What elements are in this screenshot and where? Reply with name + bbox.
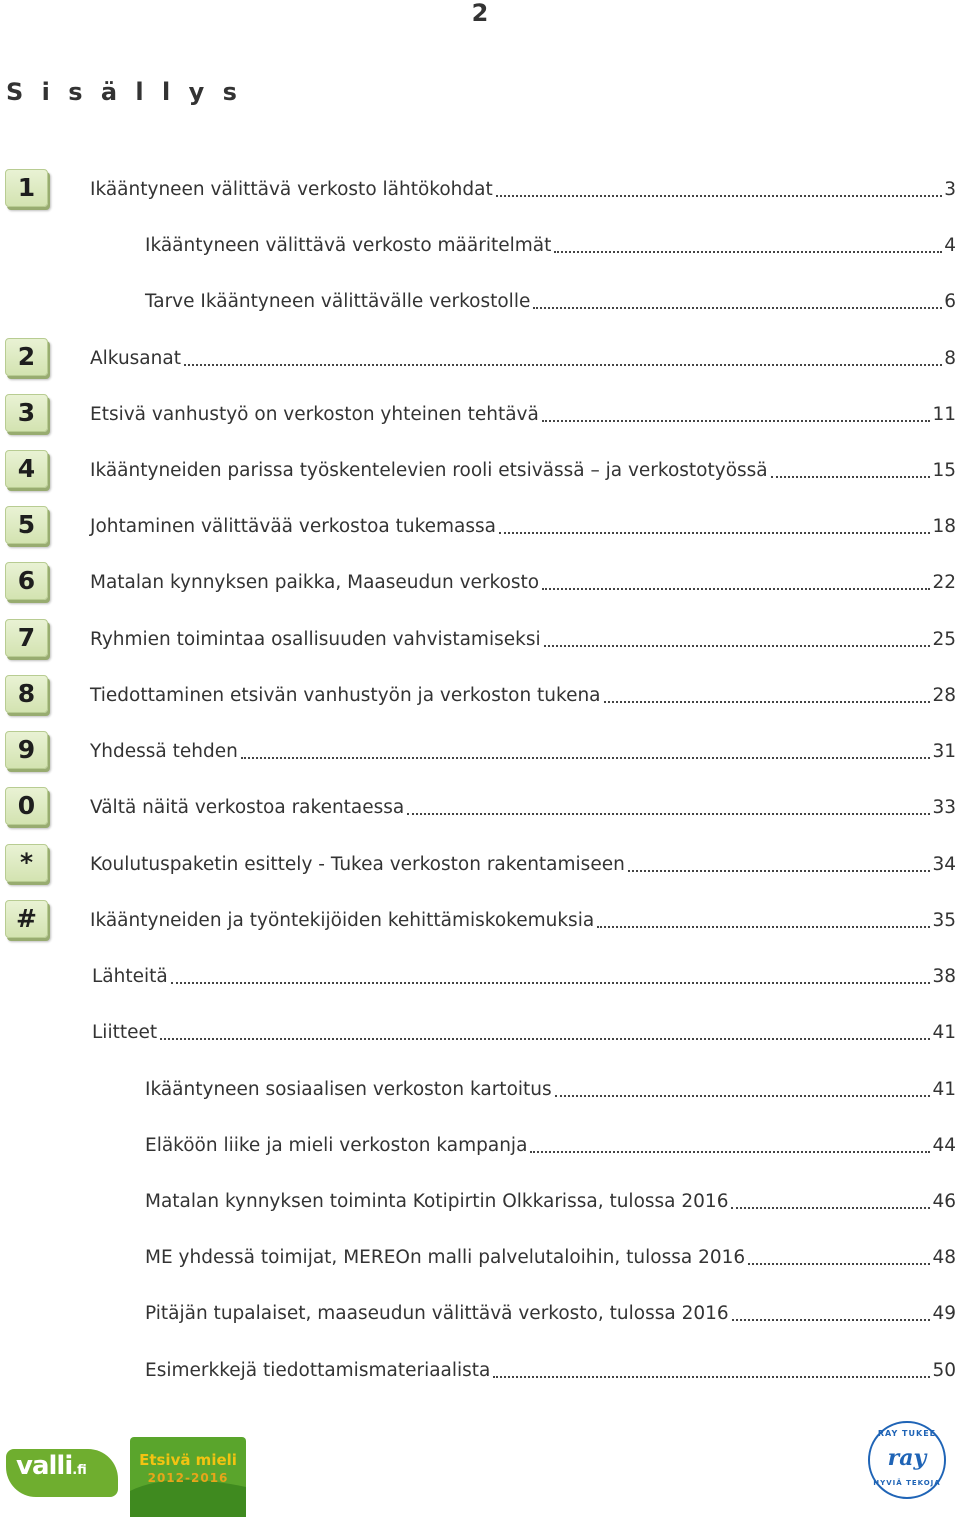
- toc-entry[interactable]: [0, 1352, 960, 1388]
- etsiva-mieli-logo: [130, 1431, 246, 1521]
- dot-leader: [530, 1151, 930, 1153]
- toc-entry[interactable]: [0, 1071, 960, 1107]
- toc-entry[interactable]: [0, 452, 960, 488]
- toc-entry-label: Ikääntyneiden ja työntekijöiden kehittämiskokemuksia: [90, 909, 595, 931]
- toc-entry-label: Etsivä vanhustyö on verkoston yhteinen tehtävä: [90, 403, 539, 425]
- toc-entry[interactable]: [0, 227, 960, 263]
- toc-entry[interactable]: [0, 1183, 960, 1219]
- toc-entry-label: ME yhdessä toimijat, MEREOn malli palvelutaloihin, tulossa 2016: [145, 1246, 746, 1268]
- dot-leader: [533, 307, 942, 309]
- toc-entry-label: Koulutuspaketin esittely - Tukea verkoston rakentamiseen: [90, 853, 625, 875]
- toc-key: 3: [5, 394, 48, 432]
- toc-entry[interactable]: [0, 733, 960, 769]
- dot-leader: [555, 1095, 931, 1097]
- toc-entry[interactable]: [0, 564, 960, 600]
- toc-entry[interactable]: [0, 1014, 960, 1050]
- page-number: 2: [471, 0, 489, 27]
- dot-leader: [407, 813, 930, 815]
- ray-wordmark: ray: [887, 1445, 927, 1471]
- dot-leader: [597, 926, 930, 928]
- toc-entry-page: 8: [944, 347, 956, 369]
- toc-entry-label: Matalan kynnyksen toiminta Kotipirtin Olkkarissa, tulossa 2016: [145, 1190, 729, 1212]
- toc-entry[interactable]: [0, 1127, 960, 1163]
- etsiva-title: Etsivä mieli: [139, 1451, 237, 1469]
- toc-entry-page: 33: [932, 796, 956, 818]
- valli-logo-text: valli.fi: [16, 1451, 87, 1481]
- toc-entry-label: Ikääntyneen välittävä verkosto lähtökohdat: [90, 178, 493, 200]
- toc-entry-page: 44: [932, 1134, 956, 1156]
- toc-key: #: [5, 900, 48, 938]
- toc-entry[interactable]: [0, 1239, 960, 1275]
- toc-entry-page: 49: [932, 1302, 956, 1324]
- toc-entry-page: 41: [932, 1021, 956, 1043]
- toc-entry[interactable]: [0, 340, 960, 376]
- toc-key: 0: [5, 787, 48, 825]
- dot-leader: [731, 1207, 930, 1209]
- toc-entry-page: 50: [932, 1359, 956, 1381]
- dot-leader: [499, 532, 930, 534]
- dot-leader: [542, 420, 931, 422]
- toc-entry-page: 25: [932, 628, 956, 650]
- ray-tagline-bottom: HYVIÄ TEKOJA: [873, 1479, 941, 1487]
- toc-entry-label: Tarve Ikääntyneen välittävälle verkostolle: [145, 290, 531, 312]
- toc-entry[interactable]: [0, 789, 960, 825]
- toc-entry[interactable]: [0, 1295, 960, 1331]
- toc-key: 8: [5, 675, 48, 713]
- dot-leader: [171, 982, 931, 984]
- toc-entry[interactable]: [0, 902, 960, 938]
- toc-entry-page: 48: [932, 1246, 956, 1268]
- toc-entry-page: 35: [932, 909, 956, 931]
- toc-entry-page: 41: [932, 1078, 956, 1100]
- toc-key: 5: [5, 506, 48, 544]
- toc-entry[interactable]: [0, 283, 960, 319]
- toc-entry-label: Vältä näitä verkostoa rakentaessa: [90, 796, 405, 818]
- toc-entry[interactable]: [0, 958, 960, 994]
- toc-entry-label: Ikääntyneen välittävä verkosto määritelmät: [145, 234, 552, 256]
- toc-entry-label: Tiedottaminen etsivän vanhustyön ja verkoston tukena: [90, 684, 601, 706]
- toc-entry-page: 22: [932, 571, 956, 593]
- toc-entry-label: Alkusanat: [90, 347, 181, 369]
- toc-entry[interactable]: [0, 677, 960, 713]
- toc-entry-page: 34: [932, 853, 956, 875]
- toc-entry[interactable]: [0, 621, 960, 657]
- toc-entry-label: Yhdessä tehden: [90, 740, 238, 762]
- toc-entry[interactable]: [0, 171, 960, 207]
- toc-entry-label: Liitteet: [92, 1021, 158, 1043]
- toc-entry-label: Johtaminen välittävää verkostoa tukemassa: [90, 515, 496, 537]
- toc-entry-label: Ryhmien toimintaa osallisuuden vahvistamiseksi: [90, 628, 541, 650]
- dot-leader: [160, 1038, 930, 1040]
- dot-leader: [604, 701, 931, 703]
- toc-entry-label: Matalan kynnyksen paikka, Maaseudun verkosto: [90, 571, 540, 593]
- dot-leader: [542, 588, 930, 590]
- toc-entry-page: 6: [944, 290, 956, 312]
- toc-entry[interactable]: [0, 846, 960, 882]
- toc-entry-label: Ikääntyneen sosiaalisen verkoston kartoitus: [145, 1078, 552, 1100]
- toc-title: S i s ä l l y s: [6, 78, 242, 106]
- toc-entry-page: 28: [932, 684, 956, 706]
- toc-key: *: [5, 844, 48, 882]
- toc-entry-page: 15: [932, 459, 956, 481]
- footer-logos: [0, 1421, 960, 1521]
- toc-key: 4: [5, 450, 48, 488]
- toc-entry-page: 4: [944, 234, 956, 256]
- dot-leader: [771, 476, 931, 478]
- toc-entry-label: Esimerkkejä tiedottamismateriaalista: [145, 1359, 491, 1381]
- dot-leader: [241, 757, 931, 759]
- toc-entry-page: 46: [932, 1190, 956, 1212]
- toc-entry-label: Eläköön liike ja mieli verkoston kampanja: [145, 1134, 528, 1156]
- ray-tagline-top: RAY TUKEE: [877, 1429, 937, 1438]
- toc-key: 2: [5, 338, 48, 376]
- toc-key: 7: [5, 619, 48, 657]
- toc-key: 6: [5, 562, 48, 600]
- toc-entry[interactable]: [0, 508, 960, 544]
- dot-leader: [496, 195, 943, 197]
- dot-leader: [544, 645, 931, 647]
- toc-entry-label: Lähteitä: [92, 965, 168, 987]
- toc-key: 9: [5, 731, 48, 769]
- dot-leader: [748, 1263, 930, 1265]
- ray-logo: [868, 1421, 946, 1499]
- dot-leader: [554, 251, 942, 253]
- toc-entry-label: Pitäjän tupalaiset, maaseudun välittävä verkosto, tulossa 2016: [145, 1302, 729, 1324]
- toc-entry-page: 3: [944, 178, 956, 200]
- toc-entry-page: 31: [932, 740, 956, 762]
- toc-entry-page: 18: [932, 515, 956, 537]
- etsiva-years: 2012-2016: [147, 1471, 229, 1485]
- dot-leader: [628, 870, 931, 872]
- toc-entry-page: 38: [932, 965, 956, 987]
- dot-leader: [184, 364, 942, 366]
- dot-leader: [732, 1319, 931, 1321]
- dot-leader: [493, 1376, 930, 1378]
- toc-entry-label: Ikääntyneiden parissa työskentelevien rooli etsivässä – ja verkostotyössä: [90, 459, 768, 481]
- toc-key: 1: [5, 169, 48, 207]
- toc-entry-page: 11: [932, 403, 956, 425]
- toc-entry[interactable]: [0, 396, 960, 432]
